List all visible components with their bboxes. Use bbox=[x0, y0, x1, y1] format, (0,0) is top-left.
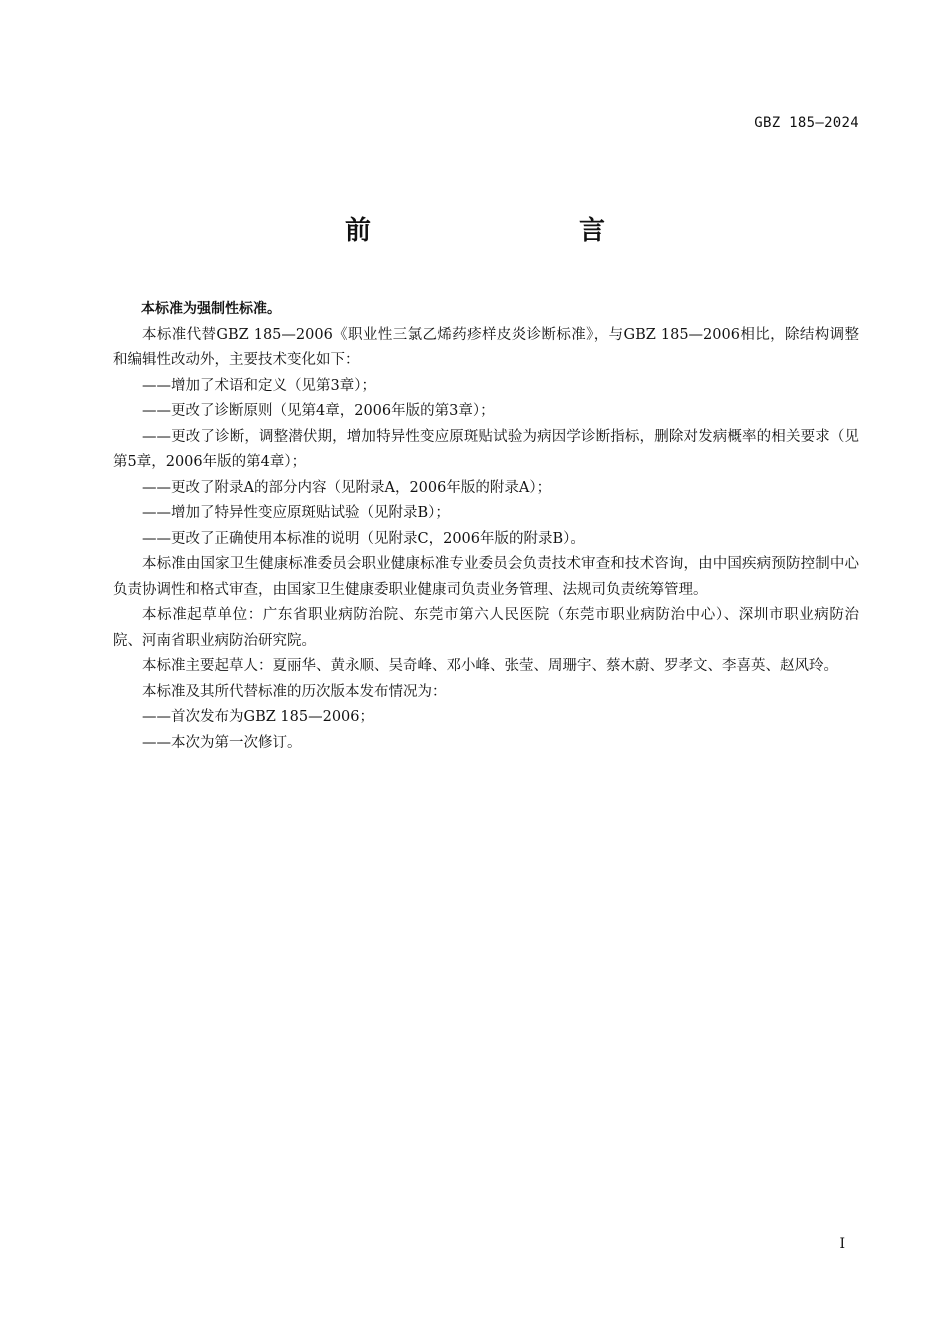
list-item-history: ——首次发布为GBZ 185—2006； bbox=[142, 709, 374, 725]
paragraph-replacement: 本标准代替GBZ 185—2006《职业性三氯乙烯药疹样皮炎诊断标准》，与GBZ 185—2006相比，除结构调整和编辑性改动外，主要技术变化如下： bbox=[113, 326, 859, 368]
paragraph-review: 本标准由国家卫生健康标准委员会职业健康标准专业委员会负责技术审查和技术咨询，由中国疾病预防控制中心负责协调性和格式审查，由国家卫生健康委职业健康司负责业务管理、法规司负责统筹管理。 bbox=[113, 556, 859, 598]
page-number: I bbox=[839, 1236, 845, 1252]
list-item-change: ——增加了特异性变应原斑贴试验（见附录B）； bbox=[142, 505, 450, 521]
standard-code: GBZ 185—2024 bbox=[754, 115, 859, 131]
list-item-change: ——更改了正确使用本标准的说明（见附录C，2006年版的附录B）。 bbox=[142, 530, 585, 547]
page-title: 前 言 bbox=[344, 216, 657, 246]
list-item-change: ——增加了术语和定义（见第3章）； bbox=[142, 377, 376, 394]
list-item-change: ——更改了诊断，调整潜伏期，增加特异性变应原斑贴试验为病因学诊断指标，删除对发病概率的相关要求（见第5章，2006年版的第4章）； bbox=[113, 428, 859, 470]
list-item-history: ——本次为第一次修订。 bbox=[142, 734, 302, 751]
paragraph-drafting-units: 本标准起草单位：广东省职业病防治院、东莞市第六人民医院（东莞市职业病防治中心）、深圳市职业病防治院、河南省职业病防治研究院。 bbox=[113, 607, 859, 649]
paragraph-drafters: 本标准主要起草人：夏丽华、黄永顺、吴奇峰、邓小峰、张莹、周珊宇、蔡木蔚、罗孝文、李喜英、赵风玲。 bbox=[142, 658, 838, 674]
paragraph-mandatory: 本标准为强制性标准。 bbox=[141, 301, 281, 317]
list-item-change: ——更改了诊断原则（见第4章，2006年版的第3章）； bbox=[142, 403, 495, 419]
list-item-change: ——更改了附录A的部分内容（见附录A，2006年版的附录A）； bbox=[142, 479, 552, 496]
document-body bbox=[113, 297, 859, 756]
paragraph-history: 本标准及其所代替标准的历次版本发布情况为： bbox=[142, 683, 447, 700]
